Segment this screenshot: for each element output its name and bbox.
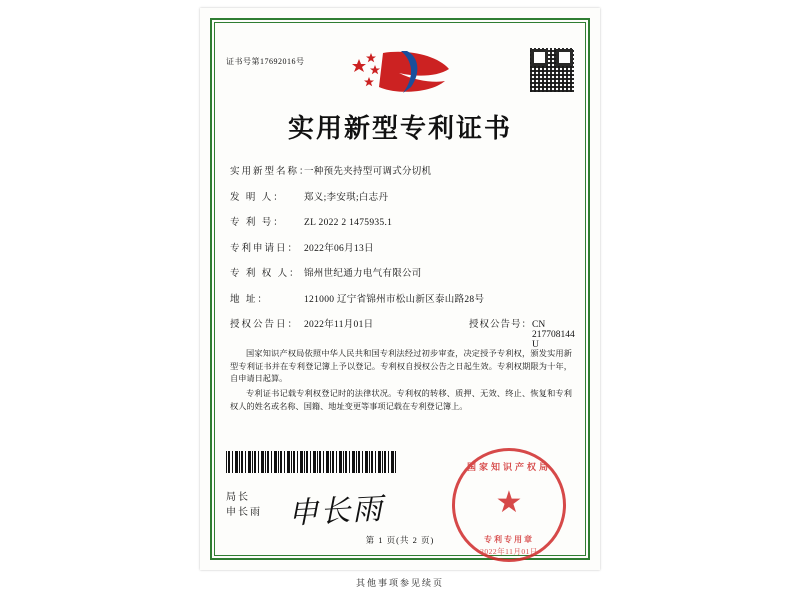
seal-text-top: 国家知识产权局: [466, 462, 551, 472]
field-label-patentee: 专 利 权 人：: [230, 269, 301, 279]
certificate-number: 证书号第17692016号: [226, 57, 305, 66]
barcode-icon: [226, 451, 396, 473]
field-row: [230, 291, 572, 305]
field-row: [230, 265, 572, 279]
footnote: 其他事项参见续页: [355, 578, 444, 588]
legal-text-block: [230, 348, 572, 416]
field-row: [230, 189, 572, 203]
legal-paragraph-1: 国家知识产权局依照中华人民共和国专利法经过初步审查，决定授予专利权，颁发实用新型专利证书并在专利登记簿上予以登记。专利权自授权公告之日起生效。专利权期限为十年，自申请日起算。: [230, 349, 572, 384]
field-row: [230, 163, 572, 177]
field-value-patentee: 锦州世纪通力电气有限公司: [304, 269, 422, 279]
cnipa-logo-icon: [200, 46, 600, 102]
field-label-inventors: 发 明 人：: [230, 192, 285, 203]
patent-certificate: [200, 8, 600, 570]
field-value-patent-number: ZL 2022 2 1475935.1: [304, 218, 393, 228]
field-value-address: 121000 辽宁省锦州市松山新区泰山路28号: [304, 294, 485, 305]
field-label-grant-publication-number: 授权公告号：: [469, 320, 533, 330]
seal-star-icon: ★: [495, 486, 523, 520]
field-value-application-date: 2022年06月13日: [304, 243, 374, 254]
field-label-utility-model-name: 实用新型名称：: [230, 167, 311, 177]
legal-paragraph-2: 专利证书记载专利权登记时的法律状况。专利权的转移、质押、无效、终止、恢复和专利权人的姓名或名称、国籍、地址变更等事项记载在专利登记簿上。: [230, 389, 572, 411]
field-label-grant-date: 授权公告日：: [230, 320, 300, 330]
field-value-grant-date: 2022年11月01日: [304, 320, 374, 330]
seal-text-bottom: 专利专用章: [484, 535, 534, 544]
signature-block: [226, 490, 262, 520]
field-value-grant-publication-number: CN 217708144 U: [532, 320, 575, 350]
field-label-application-date: 专利申请日：: [230, 243, 300, 254]
handwritten-signature: 申长雨: [287, 492, 385, 531]
page-indicator: 第 1 页(共 2 页): [365, 535, 435, 545]
field-row: [230, 316, 575, 350]
field-value-inventors: 郑义;李安琪;白志丹: [304, 192, 389, 203]
field-label-address: 地 址：: [230, 294, 269, 305]
page-title: 实用新型专利证书: [287, 114, 512, 143]
seal-date: 2022年11月01日: [480, 547, 538, 556]
signatory-name: 申长雨: [226, 507, 262, 518]
field-label-patent-number: 专 利 号：: [230, 218, 285, 228]
certificate-fields: [230, 163, 575, 362]
field-row: [230, 214, 572, 228]
field-value-utility-model-name: 一种预先夹持型可调式分切机: [304, 167, 432, 177]
signatory-title: 局长: [226, 492, 250, 503]
field-row: [230, 240, 572, 254]
